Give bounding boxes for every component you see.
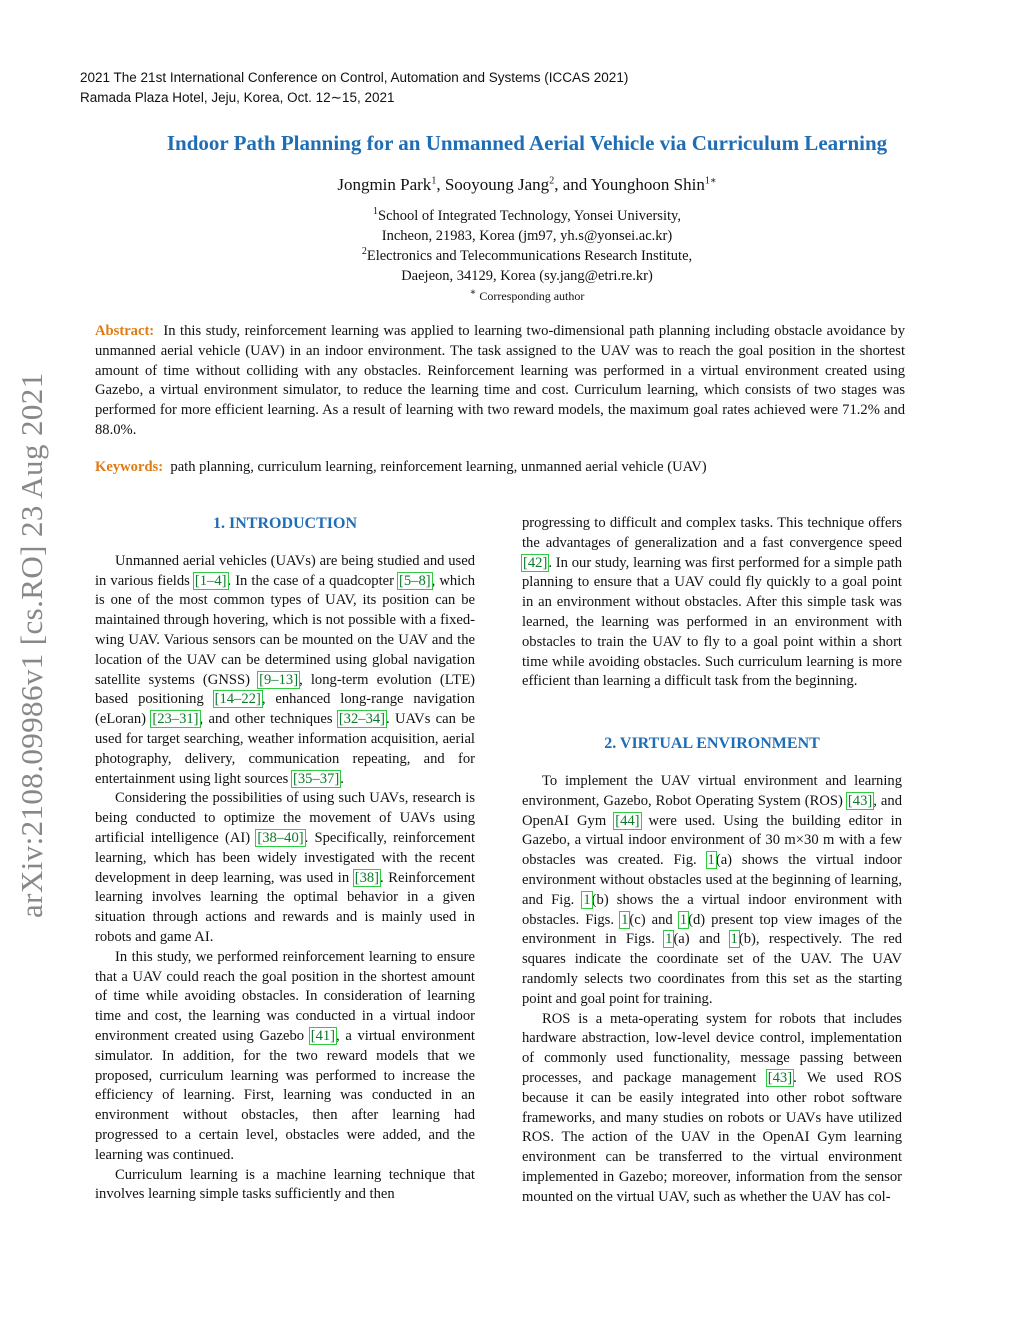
affiliation-line-4: Daejeon, 34129, Korea (sy.jang@etri.re.kr) bbox=[401, 268, 653, 284]
section-heading-virtual-environment: 2. VIRTUAL ENVIRONMENT bbox=[604, 735, 820, 753]
text-run: . bbox=[340, 770, 344, 787]
author-3-sup: 1∗ bbox=[704, 175, 717, 187]
section-heading-introduction: 1. INTRODUCTION bbox=[212, 515, 357, 532]
conference-line-2: Ramada Plaza Hotel, Jeju, Korea, Oct. 12∼15, 2021 bbox=[80, 90, 395, 105]
citation-link[interactable]: [38–40] bbox=[257, 829, 304, 846]
figure-link[interactable]: 1 bbox=[707, 852, 715, 869]
figure-link[interactable]: 1 bbox=[621, 911, 629, 928]
citation-link[interactable]: [43] bbox=[847, 792, 873, 809]
citation-link[interactable]: [23–31] bbox=[152, 711, 199, 728]
author-1: Jongmin Park bbox=[337, 175, 432, 194]
citation-link[interactable]: [43] bbox=[767, 1069, 793, 1086]
text-run: In this study, we performed reinforcement learning to ensure that a UAV could reach the goal position in the shortest amount of time while avoiding obstacles. In consideration of learning time and cost, the learning was conducted in a virtual indoor environment created using Gazebo bbox=[95, 948, 475, 1044]
affiliation-2 bbox=[60, 246, 994, 266]
citation-link[interactable]: [35–37] bbox=[292, 770, 340, 787]
paragraph-env-1 bbox=[522, 772, 902, 1010]
citation-link[interactable]: [5–8] bbox=[399, 572, 431, 589]
abstract-text: In this study, reinforcement learning was applied to learning two-dimensional path planning including obstacle avoidance by unmanned aerial vehicle (UAV) in an indoor environment. The task assigned to the UAV was to reach the goal position in the shortest amount of time without colliding with any obstacles. Reinforcement learning was performed in a virtual environment created using Gazebo, a virtual environment simulator, to reduce the learning time and cost. Curriculum learning, which consists of two stages was performed for more efficient learning. As a result of learning with two reward models, the maximum goal rates achieved were 71.2% and 88.0%. bbox=[95, 323, 905, 438]
paragraph-intro-4 bbox=[95, 1166, 475, 1206]
author-1-sup: 1 bbox=[431, 175, 437, 187]
affiliation-2-sup: 2 bbox=[361, 246, 367, 258]
text-run: (d) present top view images of the environment in Figs. bbox=[522, 911, 902, 948]
paragraph-intro-3 bbox=[95, 948, 475, 1166]
affiliation-1-sup: 1 bbox=[373, 206, 379, 218]
text-run: (a) and bbox=[673, 931, 730, 948]
text-run: (b), respectively. The red squares indicate the coordinate set of the UAV. The UAV randomly selects two coordinates from this set as the starting point and goal point for training. bbox=[522, 931, 902, 1007]
right-column bbox=[522, 514, 902, 1208]
text-run: ROS is a meta-operating system for robots that includes hardware abstraction, low-level device control, implementation of commonly used functionality, message passing between processes, and package management bbox=[522, 1010, 902, 1086]
paragraph-env-2 bbox=[522, 1010, 902, 1208]
arxiv-stamp: arXiv:2108.09986v1 [cs.RO] 23 Aug 2021 bbox=[14, 372, 49, 918]
figure-link[interactable]: 1 bbox=[730, 931, 738, 948]
citation-link[interactable]: [41] bbox=[310, 1027, 336, 1044]
affiliation-1 bbox=[60, 206, 994, 226]
text-run: progressing to difficult and complex tasks. This technique offers the advantages of generalization and a fast convergence speed bbox=[522, 515, 902, 551]
left-column bbox=[95, 514, 475, 1205]
corresponding-note bbox=[60, 286, 994, 306]
figure-link[interactable]: 1 bbox=[583, 891, 591, 908]
text-run: . Reinforcement learning involves learning the optimal behavior in a given situation through actions and rewards and is mainly used in robots and game AI. bbox=[95, 869, 476, 945]
corresponding-text: Corresponding author bbox=[476, 289, 585, 303]
keywords bbox=[95, 458, 905, 478]
affiliation-line-1: School of Integrated Technology, Yonsei University, bbox=[378, 208, 681, 224]
text-run: were used. Using the building editor in Gazebo, a virtual indoor environment of 30 m×30 m with a few obstacles was created. Fig. bbox=[522, 812, 903, 869]
text-run: (c) and bbox=[629, 911, 679, 928]
text-run: Curriculum learning is a machine learning technique that involves learning simple tasks sufficiently and then bbox=[95, 1166, 475, 1203]
text-run: , and OpenAI Gym bbox=[522, 792, 902, 829]
paragraph-intro-1 bbox=[95, 552, 475, 790]
author-2: , Sooyoung Jang bbox=[436, 175, 550, 194]
affiliation-line-2: Incheon, 21983, Korea (jm97, yh.s@yonsei.ac.kr) bbox=[381, 228, 673, 244]
paragraph-intro-5 bbox=[522, 514, 902, 692]
text-run: To implement the UAV virtual environment and learning environment, Gazebo, Robot Operating System (ROS) bbox=[522, 772, 902, 809]
citation-link[interactable]: [32–34] bbox=[338, 711, 386, 728]
affiliations bbox=[60, 206, 994, 306]
corresponding-sup: ∗ bbox=[469, 287, 477, 298]
citation-link[interactable]: [38] bbox=[354, 869, 380, 886]
figure-link[interactable]: 1 bbox=[679, 911, 688, 928]
text-run: Considering the possibilities of using such UAVs, research is being conducted to optimize the movement of UAVs using artificial intelligence (AI) bbox=[95, 790, 475, 846]
text-run: , a virtual environment simulator. In addition, for the two reward models that we proposed, curriculum learning was performed to increase the efficiency of learning. First, learning was conducted in an environment without obstacles, then after learning had progressed to a certain level, obstacles were added, and the learning was continued. bbox=[95, 1027, 475, 1163]
conference-line-1: 2021 The 21st International Conference on Control, Automation and Systems (ICCAS 2021) bbox=[80, 70, 629, 85]
keywords-text: path planning, curriculum learning, reinforcement learning, unmanned aerial vehicle (UAV) bbox=[170, 459, 707, 475]
text-run: , and other techniques bbox=[199, 711, 338, 728]
conference-header bbox=[80, 68, 628, 108]
citation-link[interactable]: [1–4] bbox=[194, 572, 227, 589]
text-run: (b) shows the a virtual indoor environment with obstacles. Figs. bbox=[522, 891, 903, 928]
text-run: , long-term evolution (LTE) based positioning bbox=[95, 671, 475, 708]
author-2-sup: 2 bbox=[549, 175, 555, 187]
text-run: . UAVs can be used for target searching, weather information acquisition, aerial photography, delivery, communication repeating, and for entertainment using light sources bbox=[95, 711, 475, 787]
text-run: . In our study, learning was first performed for a simple path planning to ensure that a UAV could fly quickly to a goal point in an environment without obstacles. After this simple task was learned, the learning was performed in an environment with obstacles to train the UAV to fly to a goal point within a short time while avoiding obstacles. Such curriculum learning is more efficient than learning a difficult task from the beginning. bbox=[522, 554, 902, 690]
citation-link[interactable]: [14–22] bbox=[214, 691, 261, 708]
author-list bbox=[60, 175, 994, 195]
text-run: . Specifically, reinforcement learning, which has been widely investigated with the recent development in deep learning, was used in bbox=[95, 829, 476, 886]
citation-link[interactable]: [44] bbox=[615, 812, 640, 829]
text-run: , enhanced long-range navigation (eLoran) bbox=[95, 691, 475, 728]
text-run: . In the case of a quadcopter bbox=[227, 572, 399, 589]
citation-link[interactable]: [9–13] bbox=[259, 671, 299, 688]
paper-title: Indoor Path Planning for an Unmanned Aerial Vehicle via Curriculum Learning bbox=[166, 131, 888, 155]
paragraph-intro-2 bbox=[95, 789, 475, 947]
text-run: Unmanned aerial vehicles (UAVs) are being studied and used in various fields bbox=[95, 552, 475, 589]
abstract bbox=[95, 322, 905, 441]
abstract-label: Abstract: bbox=[95, 323, 155, 339]
affiliation-line-3: Electronics and Telecommunications Research Institute, bbox=[366, 248, 693, 264]
text-run: (a) shows the virtual indoor environment without obstacles used at the beginning of learning, and Fig. bbox=[522, 852, 902, 908]
text-run: , which is one of the most common types of UAV, its position can be maintained through hovering, which is not possible with a fixed-wing UAV. Various sensors can be mounted on the UAV and the location of the UAV can be determined using global navigation satellite systems (GNSS) bbox=[95, 572, 475, 688]
text-run: . We used ROS because it can be easily integrated into other robot software frameworks, and many studies on robots or UAVs have utilized ROS. The action of the UAV in the OpenAI Gym learning environment can be transferred to the virtual environment implemented in Gazebo; moreover, information from the sensor mounted on the virtual UAV, such as whether the UAV has col- bbox=[522, 1069, 902, 1205]
citation-link[interactable]: [42] bbox=[523, 554, 548, 571]
figure-link[interactable]: 1 bbox=[665, 931, 673, 948]
keywords-label: Keywords: bbox=[95, 459, 164, 475]
author-3: , and Younghoon Shin bbox=[554, 175, 705, 194]
